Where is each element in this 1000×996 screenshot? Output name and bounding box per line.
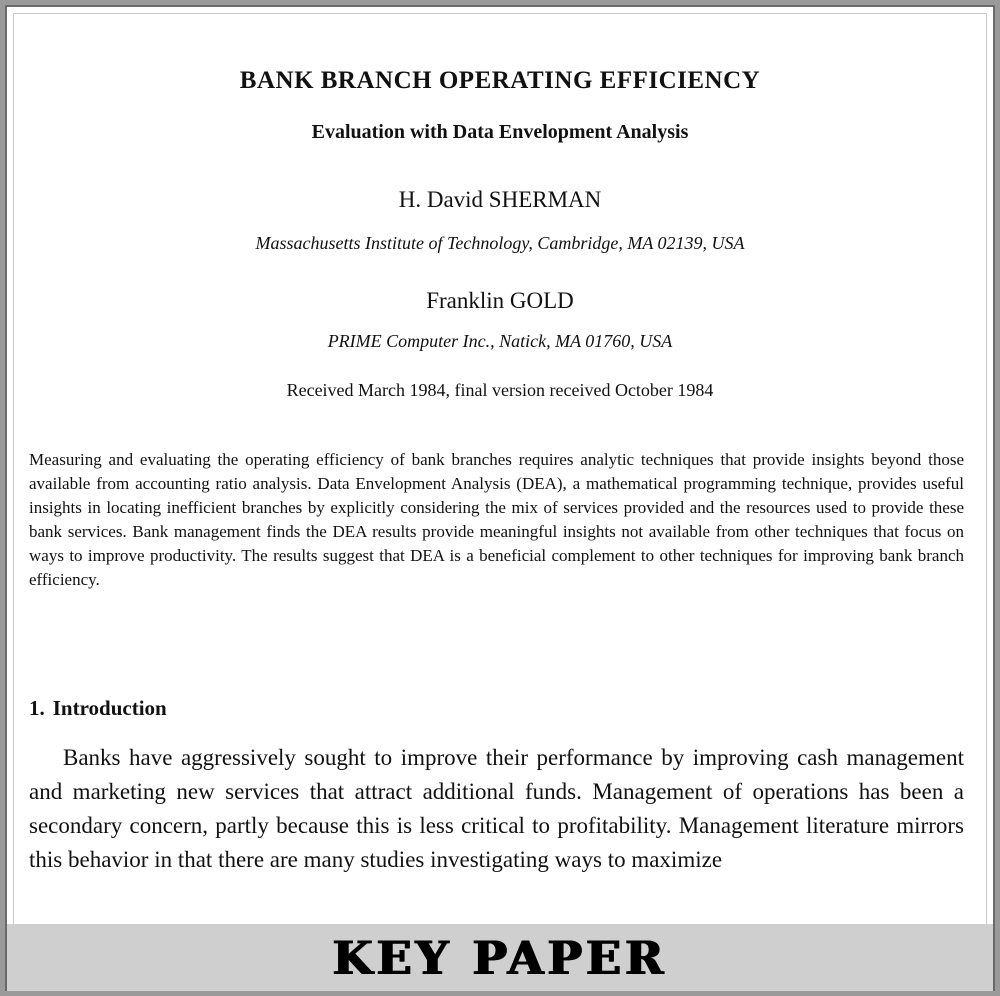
received-dates: Received March 1984, final version received October 1984 [286, 380, 714, 400]
author-name: Franklin GOLD [426, 288, 574, 313]
author-name: H. David SHERMAN [398, 187, 602, 212]
section-heading [29, 696, 175, 721]
banner-label: KEY PAPER [332, 930, 668, 985]
section-title: Introduction [52, 696, 167, 720]
paper-page [5, 5, 995, 991]
author-affiliation: Massachusetts Institute of Technology, Cambridge, MA 02139, USA [255, 233, 745, 253]
author-affiliation: PRIME Computer Inc., Natick, MA 01760, USA [327, 331, 673, 351]
abstract: Measuring and evaluating the operating efficiency of bank branches requires analytic techniques that provide insights beyond those available from accounting ratio analysis. Data Envelopment Analysis (DEA), a mathematical programming technique, provides useful insights in locating inefficient branches by explicitly considering the mix of services provided and the resources used to provide these bank services. Bank management finds the DEA results provide meaningful insights not available from other techniques that focus on ways to improve productivity. The results suggest that DEA is a beneficial complement to other techniques for improving bank branch efficiency. [29, 450, 964, 589]
section-number: 1. [29, 696, 45, 720]
key-paper-banner [7, 924, 993, 991]
paper-subtitle: Evaluation with Data Envelopment Analysis [311, 121, 689, 143]
paper-title: BANK BRANCH OPERATING EFFICIENCY [239, 67, 761, 94]
introduction-text: Banks have aggressively sought to improve their performance by improving cash management and marketing new services that attract additional funds. Management of operations has been a secondary concern, partly because this is less critical to profitability. Management literature mirrors this behavior in that there are many studies investigating ways to maximize [29, 745, 964, 872]
